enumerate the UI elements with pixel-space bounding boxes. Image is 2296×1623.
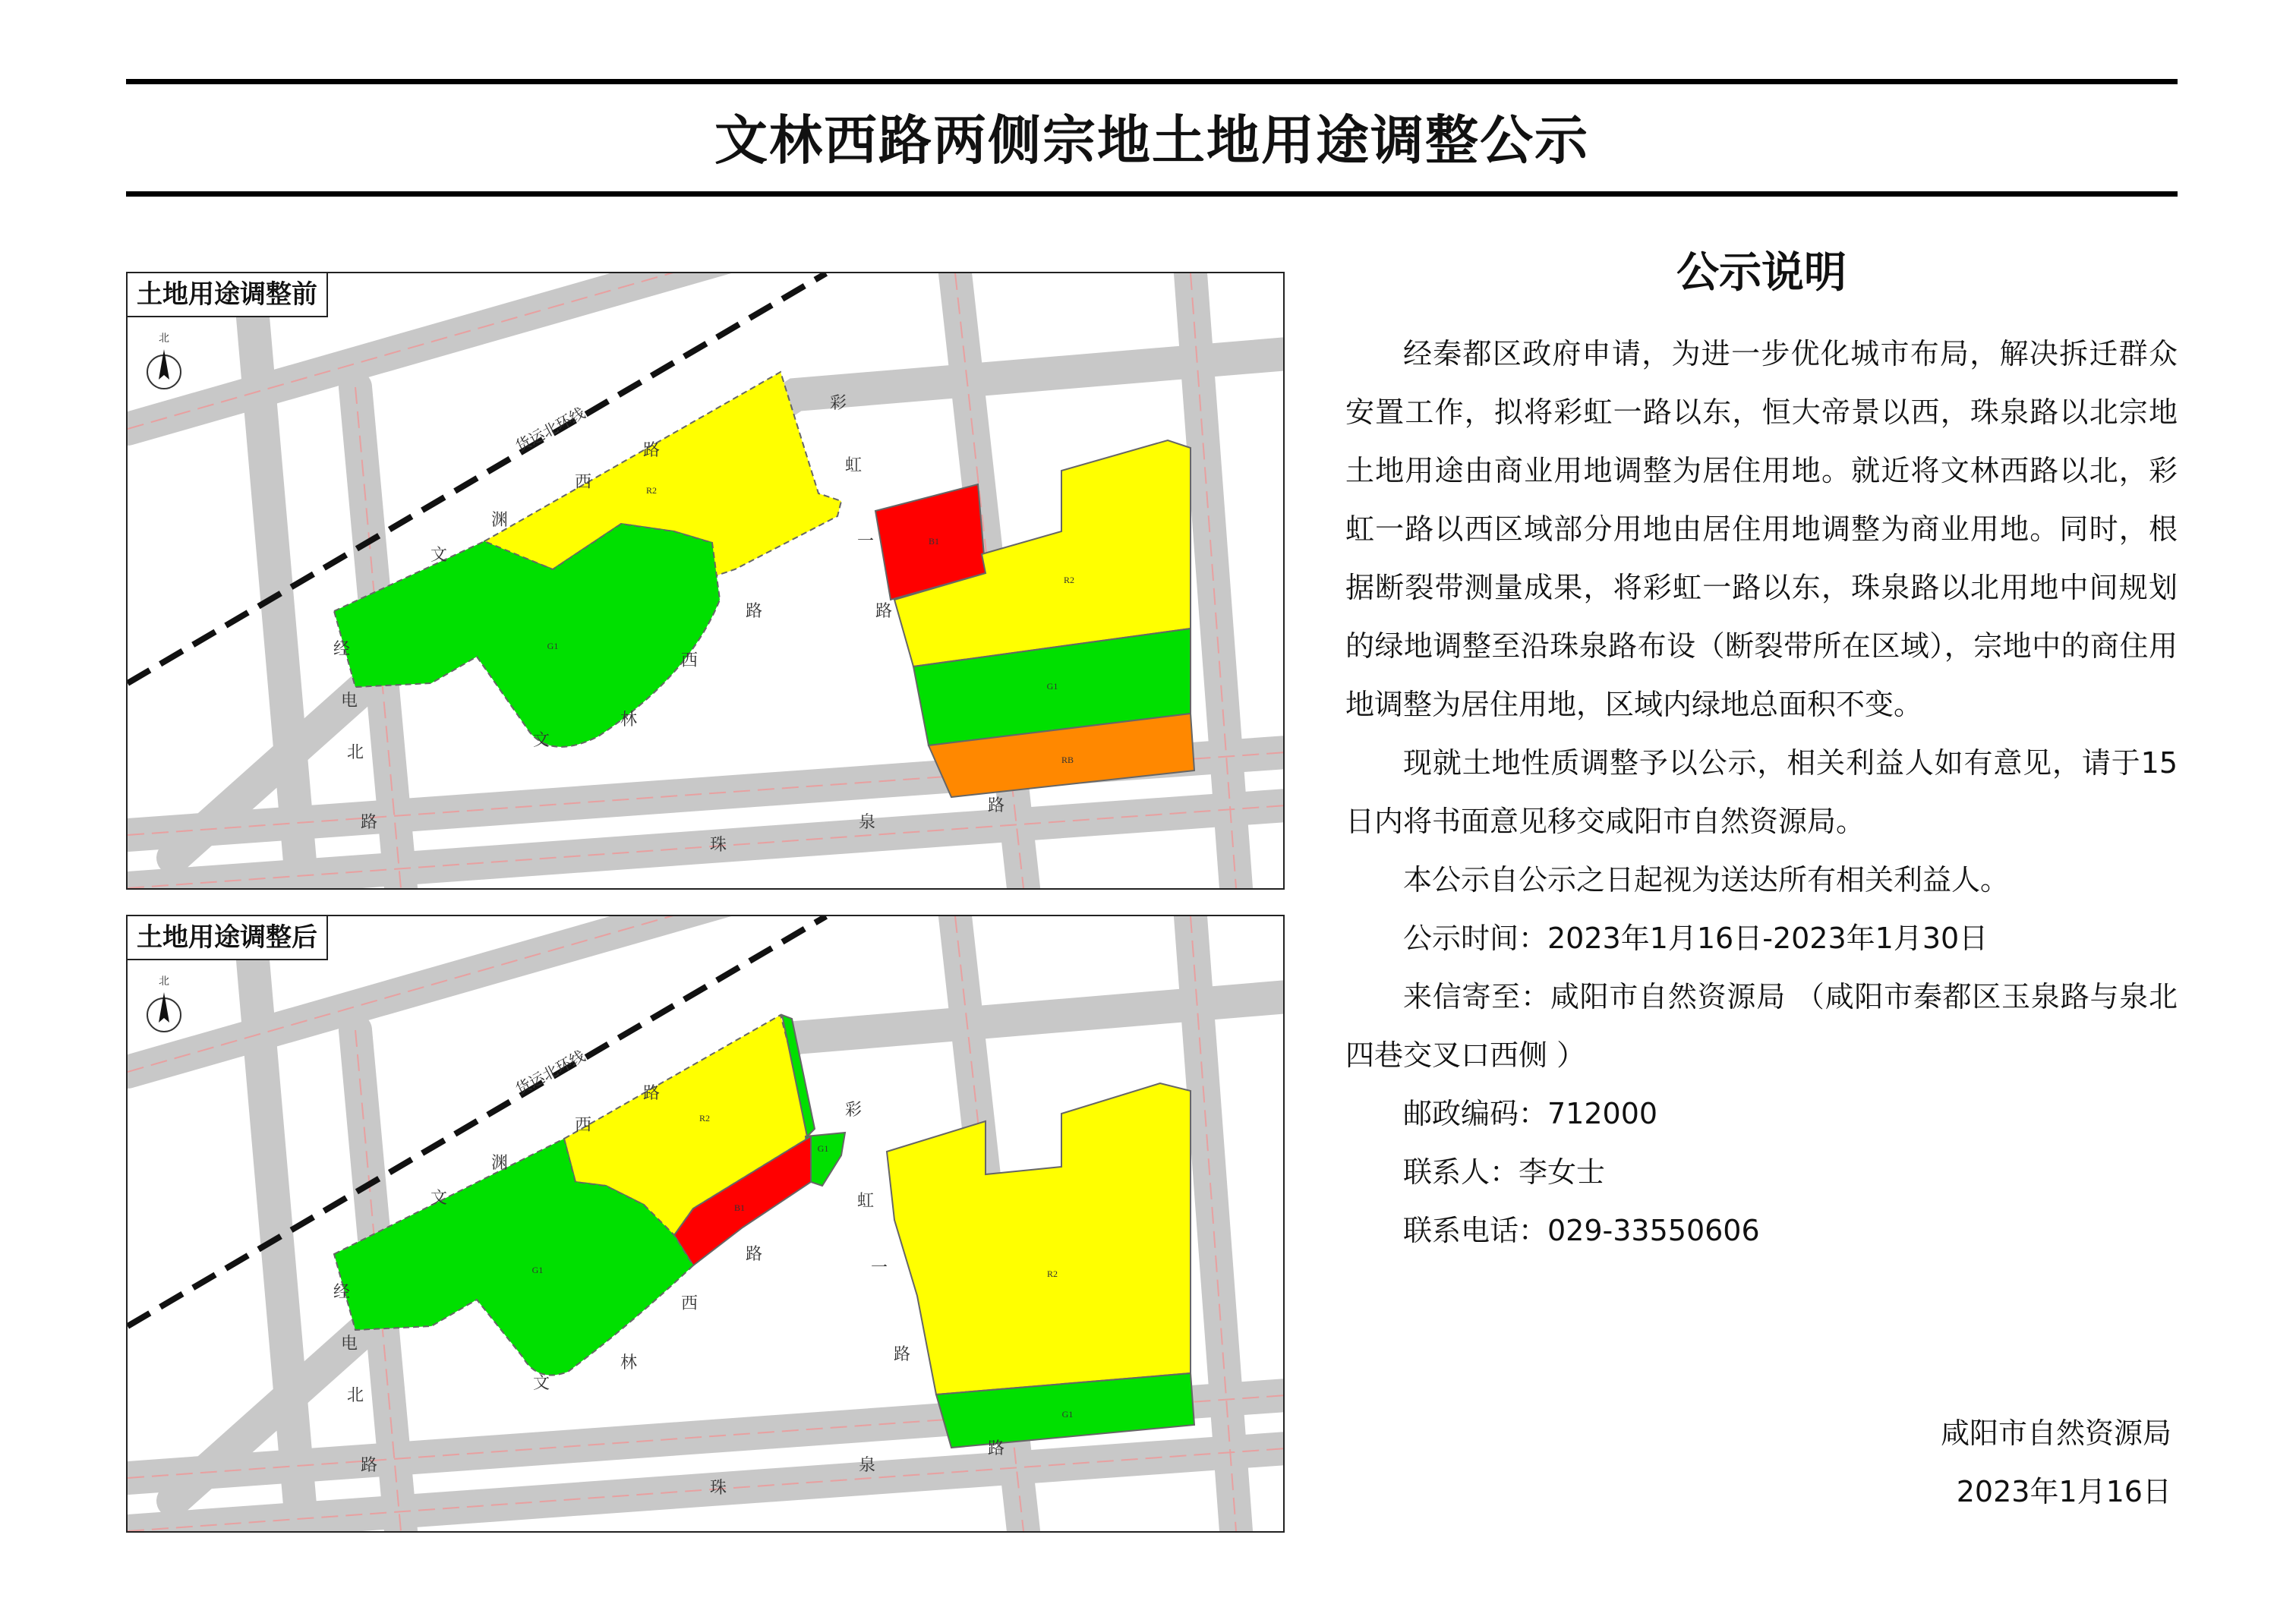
map-after-label: 土地用途调整后	[128, 916, 328, 960]
road-char: 林	[620, 711, 638, 730]
notice-section	[1345, 243, 2178, 1260]
road-char: 路	[642, 441, 661, 460]
code-label: R2	[1063, 575, 1075, 585]
road-char: 珠	[709, 1479, 727, 1498]
code-label: R2	[1046, 1268, 1058, 1279]
road-char: 路	[745, 1245, 763, 1264]
road-char: 彩	[829, 394, 847, 413]
notice-address: 来信寄至：咸阳市自然资源局 （咸阳市秦都区玉泉路与泉北四巷交叉口西侧 ）	[1345, 980, 2178, 1072]
road-char: 文	[430, 546, 448, 565]
road-char: 泉	[858, 1456, 876, 1475]
map-before-label: 土地用途调整前	[128, 273, 328, 317]
code-label: G1	[531, 1265, 544, 1275]
notice-postcode: 邮政编码：712000	[1403, 1097, 1658, 1130]
notice-contact: 联系人：李女士	[1403, 1155, 1606, 1189]
north-arrow	[147, 332, 181, 389]
rail-label: 货运北环线	[512, 403, 588, 455]
notice-paragraph-3: 本公示自公示之日起视为送达所有相关利益人。	[1403, 863, 2010, 897]
road-char: 珠	[709, 836, 727, 855]
north-label: 北	[159, 975, 169, 988]
road-char: 电	[340, 1335, 358, 1354]
road-char: 西	[574, 1116, 592, 1135]
title-rule-bottom	[126, 191, 2178, 197]
road-char: 路	[987, 1439, 1005, 1458]
road-char: 渊	[490, 511, 509, 530]
signature-block	[1746, 1404, 2171, 1521]
road-char: 路	[987, 796, 1005, 815]
code-label: R2	[699, 1113, 711, 1123]
road-char: 林	[620, 1354, 638, 1372]
road-char: 路	[745, 602, 763, 621]
map-after	[126, 915, 1285, 1533]
page-title: 文林西路两侧宗地土地用途调整公示	[714, 109, 1589, 172]
road-char: 路	[875, 602, 893, 621]
map-before-drawing	[128, 273, 1283, 888]
north-arrow	[147, 975, 181, 1032]
road-char: 北	[346, 743, 364, 762]
code-label: RB	[1061, 755, 1074, 765]
title-rule-top	[126, 79, 2178, 84]
code-label: G1	[1061, 1409, 1074, 1420]
road-char: 一	[870, 1259, 888, 1278]
road-char: 彩	[844, 1101, 863, 1120]
notice-paragraph-2: 现就土地性质调整予以公示，相关利益人如有意见，请于15日内将书面意见移交咸阳市自然资源局。	[1345, 746, 2178, 838]
road-char: 虹	[844, 456, 863, 475]
signature-org: 咸阳市自然资源局	[1940, 1417, 2171, 1450]
road-char: 虹	[856, 1192, 875, 1211]
north-label: 北	[159, 332, 169, 345]
code-label: G1	[817, 1143, 829, 1154]
notice-heading: 公示说明	[1676, 248, 1847, 298]
road-char: 泉	[858, 813, 876, 832]
code-label: G1	[547, 641, 559, 651]
parcel-r2-east	[887, 1083, 1191, 1395]
code-label: B1	[733, 1202, 746, 1213]
notice-time: 公示时间：2023年1月16日-2023年1月30日	[1403, 922, 1988, 955]
road-char: 电	[340, 692, 358, 711]
road-char: 一	[856, 532, 875, 551]
code-label: R2	[645, 485, 658, 496]
road-char: 经	[333, 1283, 351, 1302]
rail-label: 货运北环线	[512, 1046, 588, 1098]
road-char: 渊	[490, 1154, 509, 1173]
road-char: 经	[333, 640, 351, 659]
road-char: 路	[893, 1345, 911, 1364]
notice-paragraph-1: 经秦都区政府申请，为进一步优化城市布局，解决拆迁群众安置工作，拟将彩虹一路以东，恒大帝景以西，珠泉路以北宗地土地用途由商业用地调整为居住用地。就近将文林西路以北，彩虹一路以西区域部分用地由居住用地调整为商业用地。同时，根据断裂带测量成果，将彩虹一路以东，珠泉路以北用地中间规划的绿地调整至沿珠泉路布设（断裂带所在区域），宗地中的商住用地调整为居住用地，区域内绿地总面积不变。	[1345, 337, 2178, 721]
road-char: 西	[574, 473, 592, 492]
road-char: 路	[360, 1456, 378, 1475]
signature-date: 2023年1月16日	[1956, 1475, 2171, 1508]
road-char: 文	[532, 731, 550, 750]
code-label: B1	[928, 536, 940, 547]
road-char: 文	[532, 1374, 550, 1393]
road-char: 北	[346, 1386, 364, 1405]
road-char: 路	[642, 1084, 661, 1103]
road-char: 西	[680, 651, 699, 670]
notice-phone: 联系电话：029-33550606	[1403, 1214, 1760, 1247]
road-char: 西	[680, 1294, 699, 1313]
road-char: 路	[360, 813, 378, 832]
road-char: 文	[430, 1189, 448, 1208]
code-label: G1	[1046, 681, 1058, 692]
map-before	[126, 272, 1285, 890]
map-after-drawing	[128, 916, 1283, 1531]
